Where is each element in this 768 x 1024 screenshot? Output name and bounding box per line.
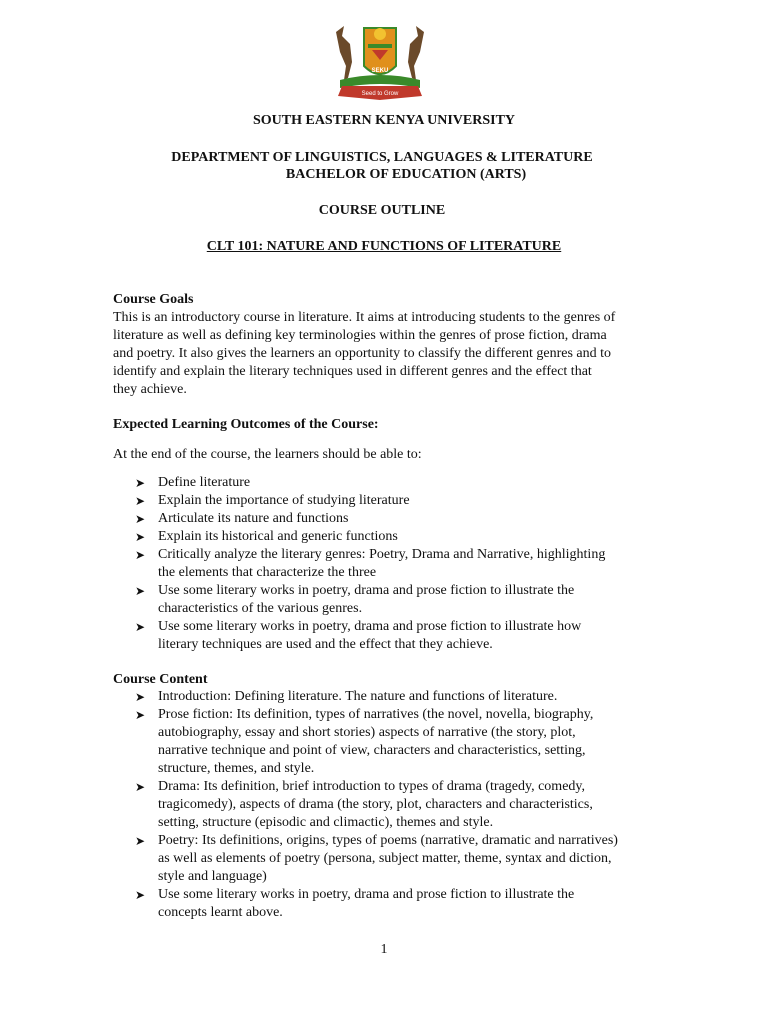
list-item: ➤ Explain its historical and generic functions [135,529,398,544]
crest-abbr: SEKU [371,68,389,74]
arrowhead-bullet-icon: ➤ [135,512,146,526]
arrowhead-bullet-icon: ➤ [135,530,146,544]
right-antelope [408,26,424,80]
list-item: ➤ Use some literary works in poetry, drama and prose fiction to illustrate the characteristics of the various genres. [135,583,575,616]
outcomes-intro: At the end of the course, the learners should be able to: [113,447,422,462]
course-content-list [113,688,633,922]
list-item: ➤ Articulate its nature and functions [135,511,349,526]
arrowhead-bullet-icon: ➤ [135,494,146,508]
list-item: ➤ Poetry: Its definitions, origins, types of poems (narrative, dramatic and narratives) as well as elements of poetry (persona, subject matter, theme, syntax and diction, style and language) [135,833,618,884]
left-antelope [336,26,352,80]
document-type: COURSE OUTLINE [318,203,446,218]
motto-text: Seed to Grow [361,91,399,97]
arrowhead-bullet-icon: ➤ [135,620,146,634]
course-goals-heading: Course Goals [113,292,194,307]
arrowhead-bullet-icon: ➤ [135,548,146,562]
arrowhead-bullet-icon: ➤ [135,780,146,794]
list-item: ➤ Introduction: Defining literature. The nature and functions of literature. [135,689,558,704]
outcomes-list [113,474,653,654]
course-goals-paragraph [113,309,673,399]
course-title [0,238,768,256]
university-name: SOUTH EASTERN KENYA UNIVERSITY [252,113,516,128]
course-content-heading: Course Content [113,672,208,687]
page-number: 1 [380,942,388,957]
arrowhead-bullet-icon: ➤ [135,834,146,848]
goals-line: literature as well as defining key terminologies within the genres of prose fiction, drama [113,328,607,343]
arrowhead-bullet-icon: ➤ [135,690,146,704]
list-item: ➤ Use some literary works in poetry, drama and prose fiction to illustrate how literary techniques are used and the effect that they achieve. [135,619,582,652]
arrowhead-bullet-icon: ➤ [135,888,146,902]
goals-line: identify and explain the literary techniques used in different genres and the effect that [113,364,592,379]
list-item: ➤ Prose fiction: Its definition, types of narratives (the novel, novella, biography, autobiography, essay and short stories) aspects of narrative (the story, plot, narrative technique and point of view, characters and characteristics, setting, structure, themes, and style. [135,707,594,776]
list-item: ➤ Drama: Its definition, brief introduction to types of drama (tragedy, comedy, tragicomedy), aspects of drama (the story, plot, characters and characteristics, setting, structure (episodic and climactic), themes and style. [135,779,593,830]
list-item: ➤ Critically analyze the literary genres: Poetry, Drama and Narrative, highlighting the elements that characterize the three [135,547,606,580]
goals-line: This is an introductory course in literature. It aims at introducing students to the genres of [113,310,616,325]
list-item: ➤ Use some literary works in poetry, drama and prose fiction to illustrate the concepts learnt above. [135,887,575,920]
goals-line: they achieve. [113,382,187,397]
list-item: ➤ Explain the importance of studying literature [135,493,410,508]
programme-name: BACHELOR OF EDUCATION (ARTS) [285,167,527,182]
outcomes-heading: Expected Learning Outcomes of the Course: [113,417,379,432]
goals-line: and poetry. It also gives the learners an opportunity to classify the different genres and to [113,346,612,361]
list-item: ➤ Define literature [135,475,251,490]
arrowhead-bullet-icon: ➤ [135,708,146,722]
university-crest-logo [326,22,434,102]
course-title-text: CLT 101: NATURE AND FUNCTIONS OF LITERATURE [206,239,562,254]
department-name: DEPARTMENT OF LINGUISTICS, LANGUAGES & LITERATURE [171,150,593,165]
arrowhead-bullet-icon: ➤ [135,584,146,598]
arrowhead-bullet-icon: ➤ [135,476,146,490]
